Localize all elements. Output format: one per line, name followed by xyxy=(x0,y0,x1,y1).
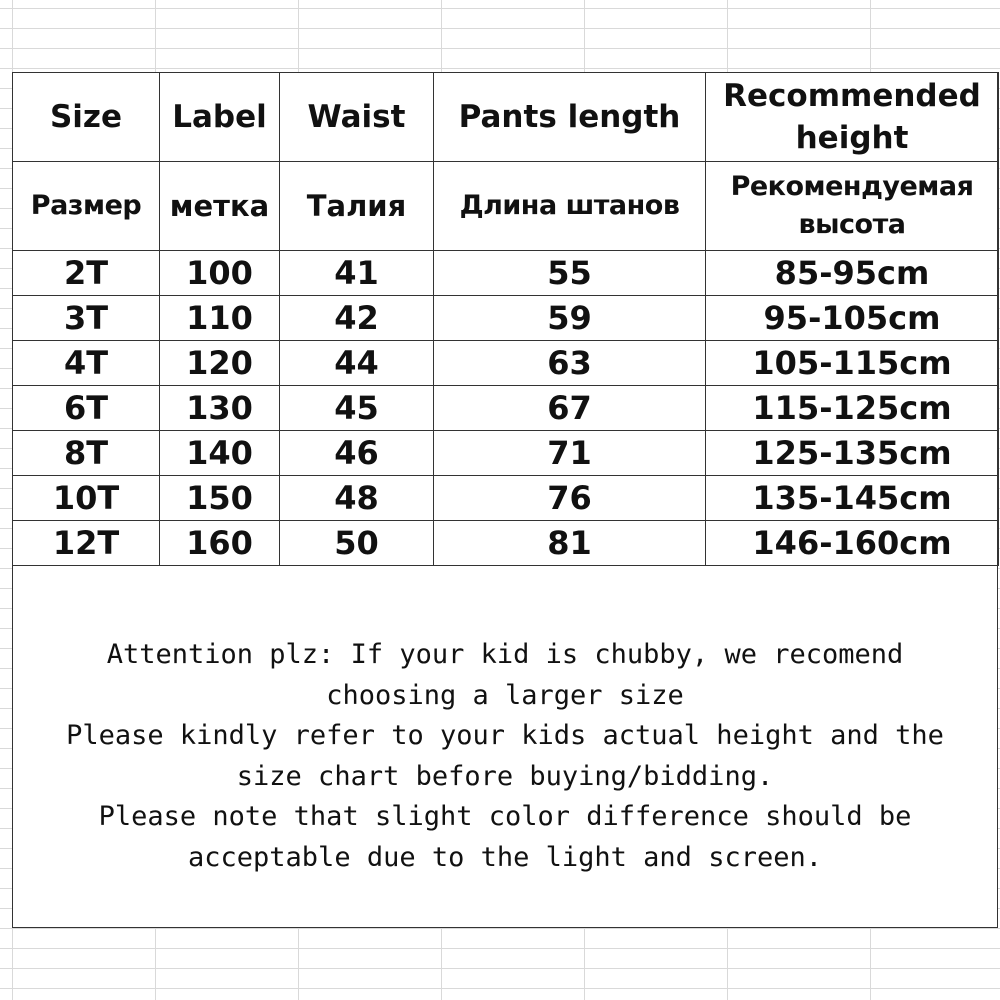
size-chart-table xyxy=(12,72,999,566)
header-label-ru: метка xyxy=(160,162,280,251)
cell-pants-length: 55 xyxy=(434,251,706,296)
header-waist: Waist xyxy=(280,73,434,162)
cell-recommended-height: 125-135cm xyxy=(706,431,999,476)
cell-size: 3T xyxy=(13,296,160,341)
header-waist-ru: Талия xyxy=(280,162,434,251)
header-row-english xyxy=(13,73,999,162)
cell-label: 160 xyxy=(160,521,280,566)
cell-pants-length: 63 xyxy=(434,341,706,386)
size-chart-sheet xyxy=(12,72,998,928)
note-chubby-kid: Attention plz: If your kid is chubby, we recomend choosing a larger size xyxy=(106,639,904,711)
cell-label: 100 xyxy=(160,251,280,296)
header-size-ru: Размер xyxy=(13,162,160,251)
cell-label: 130 xyxy=(160,386,280,431)
cell-waist: 44 xyxy=(280,341,434,386)
cell-size: 4T xyxy=(13,341,160,386)
cell-pants-length: 59 xyxy=(434,296,706,341)
header-recommended-height-ru: Рекомендуемая высота xyxy=(706,162,999,251)
cell-recommended-height: 95-105cm xyxy=(706,296,999,341)
note-refer-height: Please kindly refer to your kids actual height and the size chart before buying/bidding. xyxy=(66,720,944,792)
cell-pants-length: 76 xyxy=(434,476,706,521)
cell-recommended-height: 85-95cm xyxy=(706,251,999,296)
cell-size: 12T xyxy=(13,521,160,566)
table-row xyxy=(13,521,999,566)
header-label: Label xyxy=(160,73,280,162)
header-recommended-height: Recommended height xyxy=(706,73,999,162)
cell-recommended-height: 135-145cm xyxy=(706,476,999,521)
cell-waist: 42 xyxy=(280,296,434,341)
table-row xyxy=(13,296,999,341)
cell-pants-length: 81 xyxy=(434,521,706,566)
cell-recommended-height: 105-115cm xyxy=(706,341,999,386)
cell-pants-length: 67 xyxy=(434,386,706,431)
header-row-russian xyxy=(13,162,999,251)
cell-waist: 48 xyxy=(280,476,434,521)
cell-label: 150 xyxy=(160,476,280,521)
cell-size: 8T xyxy=(13,431,160,476)
table-row xyxy=(13,431,999,476)
header-pants-length-ru: Длина штанов xyxy=(434,162,706,251)
cell-pants-length: 71 xyxy=(434,431,706,476)
cell-label: 140 xyxy=(160,431,280,476)
cell-waist: 50 xyxy=(280,521,434,566)
note-color-difference: Please note that slight color difference should be acceptable due to the light and screen. xyxy=(98,801,912,873)
header-pants-length: Pants length xyxy=(434,73,706,162)
cell-size: 2T xyxy=(13,251,160,296)
table-row xyxy=(13,341,999,386)
notes-section xyxy=(13,565,997,927)
cell-label: 110 xyxy=(160,296,280,341)
cell-waist: 41 xyxy=(280,251,434,296)
table-row xyxy=(13,251,999,296)
cell-recommended-height: 146-160cm xyxy=(706,521,999,566)
cell-waist: 45 xyxy=(280,386,434,431)
table-row xyxy=(13,476,999,521)
cell-recommended-height: 115-125cm xyxy=(706,386,999,431)
cell-label: 120 xyxy=(160,341,280,386)
cell-size: 6T xyxy=(13,386,160,431)
header-size: Size xyxy=(13,73,160,162)
table-row xyxy=(13,386,999,431)
cell-size: 10T xyxy=(13,476,160,521)
cell-waist: 46 xyxy=(280,431,434,476)
